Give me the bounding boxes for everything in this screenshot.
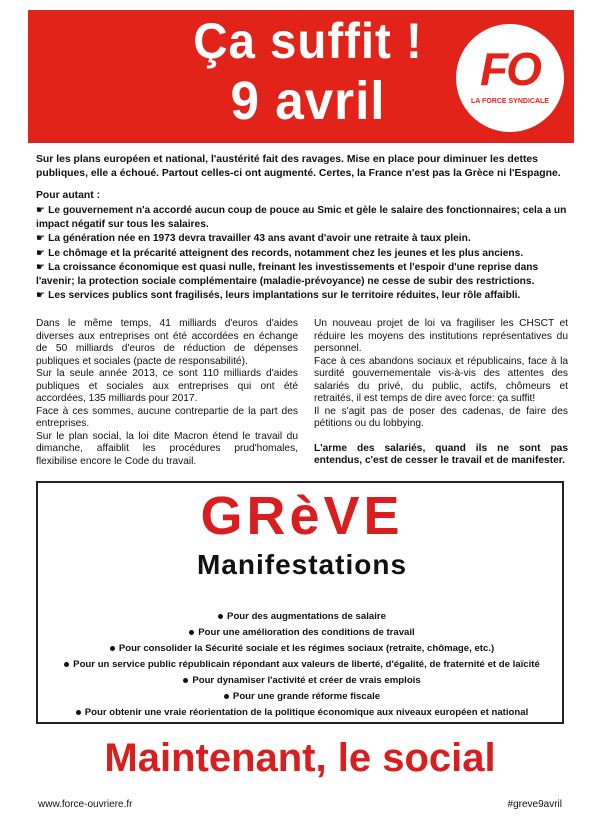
right-paragraph-1: Un nouveau projet de loi va fragiliser les CHSCT et réduire les moyens des institutions représentatives du personnel. (314, 318, 568, 354)
strike-title: GRèVE (200, 486, 404, 546)
hashtag: #greve9avril (507, 799, 562, 810)
grievance-item (36, 247, 570, 261)
filled-dot-icon (110, 646, 115, 651)
grievance-text: La génération née en 1973 devra travailler 43 ans avant d'avoir une retraite à taux plein. (48, 233, 471, 245)
intro-paragraph: Sur les plans européen et national, l'austérité fait des ravages. Mise en place pour diminuer les dettes publiques, elle a échoué. Partout celles-ci ont augmenté. Certes, la France n'est pas la Grèce ni l'Espagne. (36, 154, 561, 179)
grievance-text: Les services publics sont fragilisés, leurs implantations sur le territoire réduites, leur rôle affaibli. (48, 290, 521, 302)
logo-text: FO (480, 43, 540, 95)
demand-text: Pour dynamiser l'activité et créer de vrais emplois (192, 675, 421, 686)
filled-dot-icon (189, 630, 194, 635)
filled-dot-icon (183, 678, 188, 683)
demand-item (38, 625, 566, 641)
filled-dot-icon (76, 710, 81, 715)
demand-text: Pour obtenir une vraie réorientation de la politique économique aux niveaux européen et national (84, 707, 529, 718)
right-paragraph-3: Il ne s'agit pas de poser des cadenas, de faire des pétitions ou du lobbying. (314, 405, 568, 429)
grievance-item (36, 204, 570, 232)
demand-item (38, 705, 566, 721)
filled-dot-icon (64, 662, 69, 667)
demand-item (38, 673, 566, 689)
demand-item (38, 609, 566, 625)
hand-pointing-right-icon: ☛ (36, 290, 46, 302)
demand-text: Pour une grande réforme fiscale (232, 691, 381, 702)
filled-dot-icon (218, 614, 223, 619)
demand-item (38, 641, 566, 657)
strike-subtitle: Manifestations (196, 549, 408, 580)
logo-subtitle: LA FORCE SYNDICALE (471, 98, 549, 105)
demands-list (38, 609, 566, 721)
filled-dot-icon (224, 694, 229, 699)
left-paragraph-3: Face à ces sommes, aucune contrepartie de la part des entreprises. (36, 405, 298, 429)
title-line-2: 9 avril (230, 71, 386, 131)
right-column (314, 318, 568, 468)
website-link[interactable]: www.force-ouvriere.fr (38, 799, 133, 810)
left-paragraph-1: Dans le même temps, 41 milliards d'euros d'aides diverses aux entreprises ont été accordées en échange de 50 milliards d'euros de réduction de dépenses publiques et sociales (pacte de responsabilité). (36, 318, 298, 367)
header-banner (28, 10, 574, 143)
hand-pointing-right-icon: ☛ (36, 233, 46, 245)
grievance-text: Le gouvernement n'a accordé aucun coup de pouce au Smic et gèle le salaire des fonctionnaires; cela a un impact négatif sur tous les salaires. (36, 205, 567, 231)
hand-pointing-right-icon: ☛ (36, 247, 46, 259)
right-paragraph-4: L'arme des salariés, quand ils ne sont pas entendus, c'est de cesser le travail et de manifester. (314, 442, 568, 466)
banner-title (158, 13, 458, 131)
demand-item (38, 657, 566, 673)
slogan: Maintenant, le social (104, 736, 496, 780)
demand-text: Pour un service public républicain répondant aux valeurs de liberté, d'égalité, de fraternité et de laïcité (73, 659, 540, 670)
left-paragraph-4: Sur le plan social, la loi dite Macron étend le travail du dimanche, affaiblit les procédures prud'homales, flexibilise encore le Code du travail. (36, 430, 298, 467)
demand-text: Pour consolider la Sécurité sociale et les régimes sociaux (retraite, chômage, etc.) (118, 643, 495, 654)
pourtant-label: Pour autant : (36, 190, 101, 201)
left-column (36, 318, 298, 468)
title-line-1: Ça suffit ! (193, 13, 423, 69)
strike-box (36, 481, 564, 724)
grievance-item (36, 289, 570, 303)
hand-pointing-right-icon: ☛ (36, 261, 46, 273)
grievance-item (36, 261, 570, 289)
hand-pointing-right-icon: ☛ (36, 205, 46, 216)
left-paragraph-2: Sur la seule année 2013, ce sont 110 milliards d'aides publiques et sociales aux entreprises qui ont été accordées, 135 milliards pour 2017. (36, 368, 298, 404)
demand-item (38, 689, 566, 705)
fo-logo (456, 24, 564, 132)
demand-text: Pour une amélioration des conditions de travail (198, 627, 415, 638)
right-paragraph-2: Face à ces abandons sociaux et républicains, face à la surdité gouvernementale vis-à-vis des attentes des salariés du privé, du public, actifs, chômeurs et retraités, il est temps de dire avec force: ça suffit! (314, 355, 568, 404)
grievance-item (36, 232, 570, 246)
grievance-text: La croissance économique est quasi nulle, freinant les investissements et l'espoir d'une reprise dans l'avenir; la protection sociale complémentaire (maladie-prévoyance) ne cesse de subir des restrictions. (36, 261, 539, 288)
demand-text: Pour des augmentations de salaire (227, 611, 386, 622)
grievance-text: Le chômage et la précarité atteignent des records, notamment chez les jeunes et les plus anciens. (48, 247, 524, 259)
grievance-list (36, 204, 570, 303)
